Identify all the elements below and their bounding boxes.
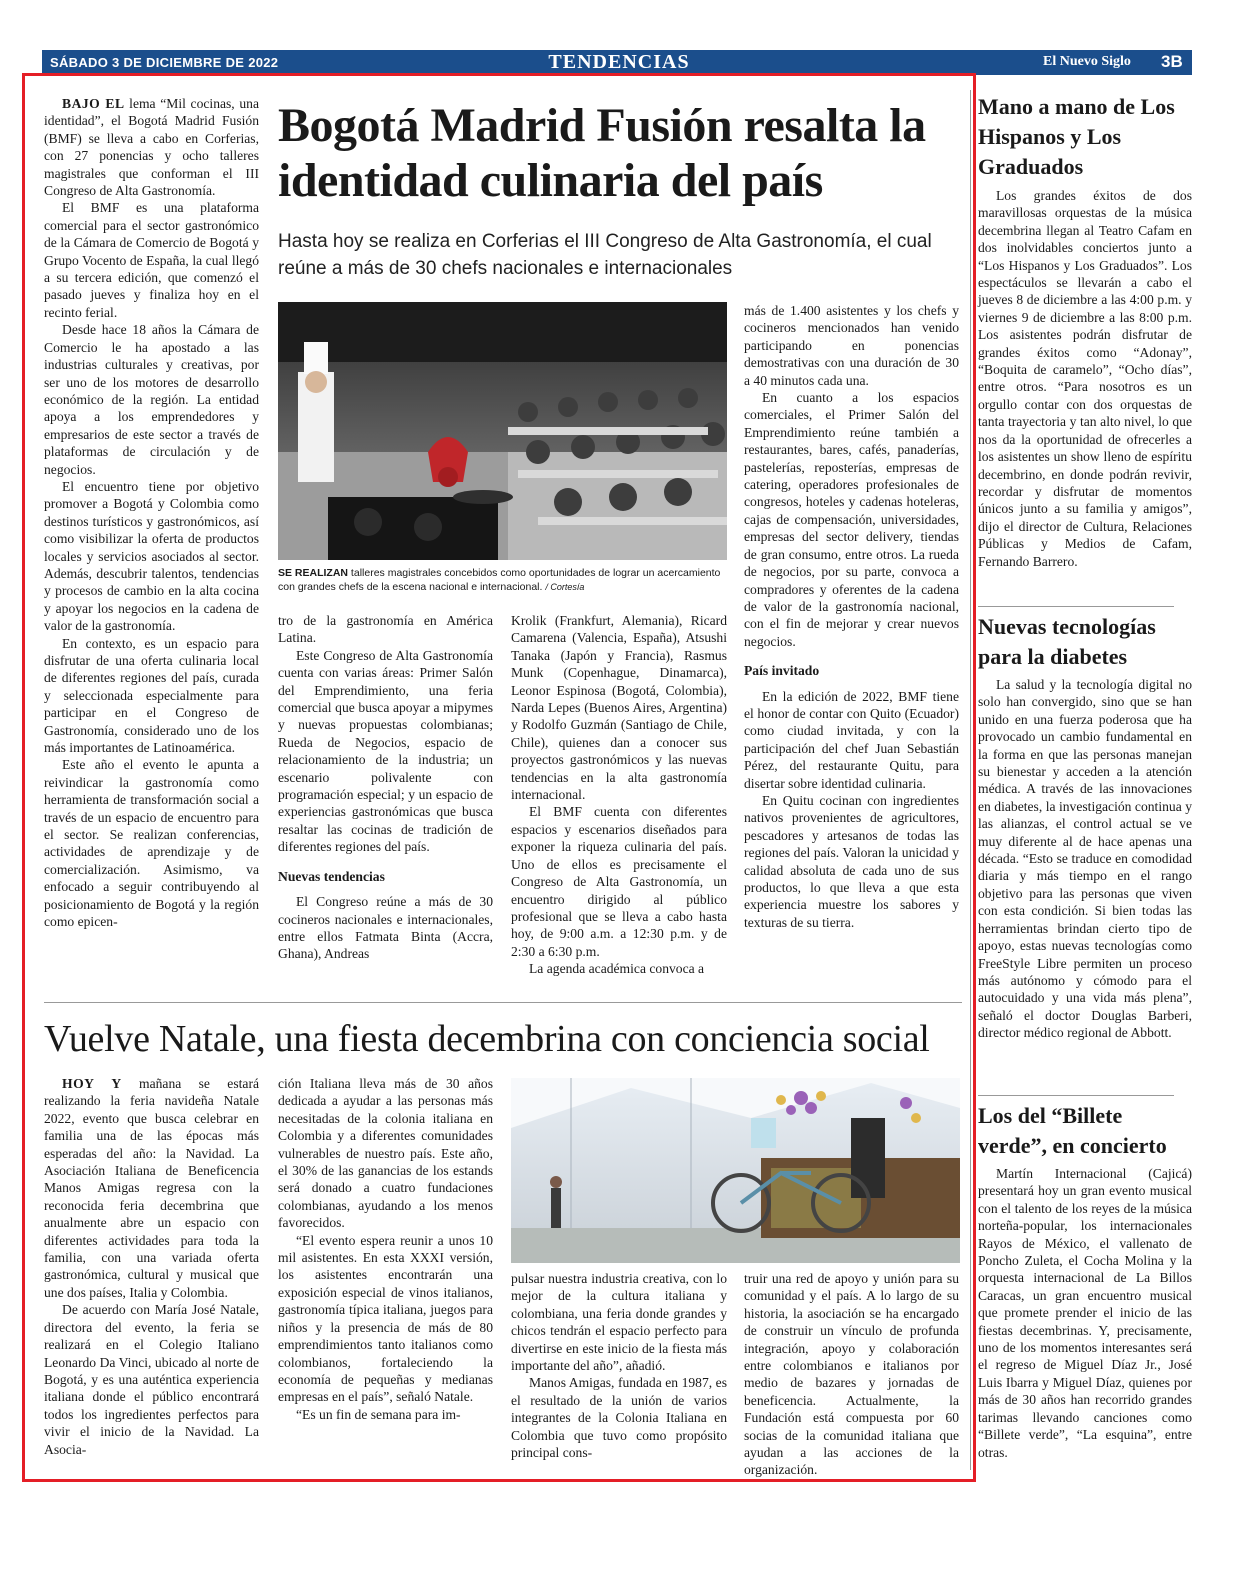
paragraph: En contexto, es un espacio para disfrutar de una oferta culinaria local de diferentes regiones del país, curada y seleccionada especialmente para participar en el Congreso de Gastronomía, considerado uno de los más importantes de Latinoamérica. [44, 635, 259, 756]
story-divider [44, 1002, 962, 1003]
lead-in: HOY Y [62, 1076, 122, 1091]
photo-credit: / Cortesía [545, 582, 585, 592]
photo-caption [278, 566, 727, 594]
sidebar-2-body [978, 676, 1192, 1042]
caption-lead: SE REALIZAN [278, 567, 349, 579]
sidebar-divider [970, 90, 971, 1470]
paragraph: Martín Internacional (Cajicá) presentará hoy un gran evento musical con el talento de los reyes de la música norteña-popular, los internacionales Rayos de México, el vallenato de Poncho Zuleta, el Cocha Molina y la orquesta internacional de La Billos Caracas, un gran encuentro musical que promete prender el inicio de las fiestas decembrinas. Y, precisamente, uno de los momentos interesantes será el regreso de Miguel Díaz Jr., José Luis Ibarra y Miguel Díaz, quienes por más de 30 años han recorrido grandes tarimas llevando canciones como “Billete verde”, “La esquina”, entre otras. [978, 1166, 1192, 1460]
subhead-pais-invitado: País invitado [744, 663, 820, 679]
main-article-col-4 [744, 302, 959, 931]
paragraph: “El evento espera reunir a unos 10 mil asistentes. En esta XXXI versión, los asistentes encontrarán una exposición especial de vinos italianos, gastronomía típica italiana, juegos para niños y la presencia de más de 80 emprendimientos tanto italianos como colombianos, fortaleciendo la economía de pequeñas y medianas empresas en el país”, señaló Natale. [278, 1232, 493, 1405]
paragraph: El BMF es una plataforma comercial para el sector gastronómico de la Cámara de Comercio de Bogotá y Grupo Vocento de España, la cual llegó a su tercera edición, que comenzó el pasado jueves y finaliza hoy en el recinto ferial. [44, 200, 259, 320]
header-section: TENDENCIAS [548, 51, 690, 73]
main-article-col-3 [511, 612, 727, 978]
paragraph: La agenda académica convoca a [529, 961, 705, 977]
paragraph: pulsar nuestra industria creativa, con lo mejor de la cultura italiana y colombiana, una feria donde grandes y chicos tendrán el espacio perfecto para divertirse en este inicio de la fiesta más importante del año”, añadió. [511, 1271, 727, 1374]
natale-headline: Vuelve Natale, una fiesta decembrina con conciencia social [44, 1018, 930, 1060]
paragraph: Este Congreso de Alta Gastronomía cuenta con varias áreas: Primer Salón del Emprendimiento, una feria comercial que busca apoyar a mipymes y nuevas propuestas colombianas; Rueda de Negocios, espacio de relacionamiento de la industria; un escenario polivalente con programación especial; y un espacio de experiencias gastronómicas que busca resaltar las cocinas de tradición de diferentes regiones del país. [278, 647, 493, 855]
main-headline: Bogotá Madrid Fusión resalta la identidad culinaria del país [278, 99, 926, 207]
paragraph: Krolik (Frankfurt, Alemania), Ricard Camarena (Valencia, España), Atsushi Tanaka (Japón y Francia), Rasmus Munk (Copenhague, Dinamarca), Leonor Espinosa (Bogotá, Colombia), Narda Lepes (Buenos Aires, Argentina) y Rodolfo Guzmán (Santiago de Chile, Chile), quienes dan a conocer sus proyectos gastronómicos y las nuevas tendencias en la alta gastronomía internacional. [511, 613, 727, 803]
paragraph: ción Italiana lleva más de 30 años dedicada a ayudar a las personas más necesitadas de la colonia italiana en Colombia y a diferentes comunidades vulnerables de nuestro país. Este año, el 30% de las ganancias de los estands será donado a cuatro fundaciones colombianas, ayudando a los menos favorecidos. [278, 1076, 493, 1231]
natale-col-1 [44, 1075, 259, 1458]
main-article-col-2 [278, 612, 493, 963]
chef-class-photo [278, 302, 727, 560]
paragraph: truir una red de apoyo y unión para su comunidad y el país. A lo largo de su historia, la asociación se ha encargado de construir un vínculo de profunda integración, apoyo y colaboración entre colombianos e italianos por medio de bazares y jornadas de beneficencia. Actualmente, la Fundación está compuesta por 60 socias de la comunidad italiana que ayudan a las acciones de la organización. [744, 1271, 959, 1478]
paragraph: Desde hace 18 años la Cámara de Comercio le ha apostado a las industrias culturales y creativas, por ser uno de los motores de desarrollo económico de la región. La entidad apoya a los emprendedores y empresarios de este sector a través de plataformas de circulación y de negocios. [44, 322, 259, 477]
subhead-nuevas-tendencias: Nuevas tendencias [278, 868, 385, 884]
caption-text: talleres magistrales concebidos como oportunidades de lograr un acercamiento con grandes chefs de la escena nacional e internacional. [278, 567, 721, 593]
header-page-number: 3B [1161, 52, 1183, 71]
natale-col-4 [744, 1270, 959, 1479]
paragraph: El Congreso reúne a más de 30 cocineros nacionales e internacionales, entre ellos Fatmata Binta (Accra, Ghana), Andreas [278, 894, 493, 962]
paragraph: mañana se estará realizando la feria navideña Natale 2022, evento que busca celebrar en familia una de las épocas más esperadas del año: la Navidad. La Asociación Italiana de Beneficencia Manos Amigas regresa con la reconocida feria decembrina que anualmente abre un espacio con diferentes actividades para toda la familia, con una variada oferta gastronómica, cultural y musical que une dos países, Italia y Colombia. [44, 1076, 260, 1300]
natale-col-2 [278, 1075, 493, 1423]
header-paper-name: El Nuevo Siglo [1043, 54, 1131, 69]
paragraph: lema “Mil cocinas, una identidad”, el Bogotá Madrid Fusión (BMF) se lleva a cabo en Corferias, con 27 ponencias y ocho talleres magistrales que conforman el III Congreso de Alta Gastronomía. [44, 96, 259, 199]
paragraph: En cuanto a los espacios comerciales, el Primer Salón del Emprendimiento reúne también a restaurantes, bares, cafés, panaderías, pastelerías, reposterías, empresas de catering, operadores profesionales de congresos, hoteles y cadenas hoteleras, cajas de compensación, universidades, empresas del sector delivery, tiendas de gran consumo, entre otros. La rueda de negocios, por su parte, convoca a compradores y oferentes de la cadena de valor de la gastronomía nacional, con el fin de mejorar y crear nuevos negocios. [744, 390, 959, 649]
paragraph: En Quitu cocinan con ingredientes nativos provenientes de agricultores, pescadores y artesanos de todas las regiones del país. Valoran la unicidad y calidad absoluta de cada uno de sus productos, lo que lleva a que esta experiencia muestre los sabores y texturas de su tierra. [744, 792, 959, 930]
paragraph: El BMF cuenta con diferentes espacios y escenarios diseñados para exponer la riqueza culinaria del país. Uno de ellos es precisamente el Congreso de Alta Gastronomía, un encuentro dirigido al público profesional que se lleva a cabo hasta hoy, de 9:00 a.m. a 12:30 p.m. y de 2:30 a 6:30 p.m. [511, 804, 727, 959]
lead-in: BAJO EL [62, 96, 125, 111]
sidebar-1-title: Mano a mano de Los Hispanos y Los Graduados [978, 94, 1175, 179]
paragraph: La salud y la tecnología digital no solo han convergido, sino que se han unido en una fuerza poderosa que ha provocado un cambio fundamental en la forma en que las personas manejan su bienestar y acceden a la atención médica. A través de las innovaciones en diabetes, la investigación continua y las alianzas, el control actual se ve muy diferente al de hace apenas una década. “Esto se traduce en comodidad diaria y más tiempo en el rango objetivo para las personas que viven con esta condición. Si bien todas las herramientas brindan cierto tipo de apoyo, estas nuevas tecnologías como FreeStyle Libre permiten un proceso más autónomo y cómodo para el autocuidado y una vida más plena”, señaló el doctor Douglas Barberi, director médico regional de Abbott. [978, 677, 1192, 1041]
sidebar-2-title: Nuevas tecnologías para la diabetes [978, 614, 1156, 669]
sidebar-3-body [978, 1165, 1192, 1461]
sidebar-1-body [978, 187, 1192, 570]
main-article-col-1 [44, 95, 259, 931]
paragraph: tro de la gastronomía en América Latina. [278, 613, 493, 646]
paragraph: En la edición de 2022, BMF tiene el honor de contar con Quito (Ecuador) como ciudad invitada, y con la participación del chef Juan Sebastián Pérez, del restaurante Quitu, para disertar sobre identidad culinaria. [744, 688, 959, 791]
paragraph: “Es un fin de semana para im- [296, 1406, 461, 1422]
natale-col-3 [511, 1270, 727, 1461]
paragraph: Manos Amigas, fundada en 1987, es el resultado de la unión de varios integrantes de la Colonia Italiana en Colombia que tuvo como propósito principal cons- [511, 1375, 727, 1461]
paragraph: Los grandes éxitos de dos maravillosas orquestas de la música decembrina llegan al Teatro Cafam en dos inolvidables conciertos junto a “Los Hispanos y Los Graduados”. Los espectáculos se llevarán a cabo el jueves 8 de diciembre a las 4:00 p.m. y viernes 9 de diciembre a las 8:00 p.m. Los asistentes podrán disfrutar de grandes éxitos como “Adonay”, “Boquita de caramelo”, “Ocho días”, entre otros. “Para nosotros es un orgullo contar con dos orquestas de tanta trayectoria y tan alto nivel, lo que nos da la oportunidad de ofrecerles a los asistentes un show lleno de espíritu decembrino, en donde podrán revivir, recordar y disfrutar de momentos únicos junto a su familia y amigos”, dijo el director de Cultura, Relaciones Públicas y Medios de Cafam, Fernando Barrero. [978, 188, 1192, 569]
paragraph: De acuerdo con María José Natale, directora del evento, la feria se realizará en el Colegio Italiano Leonardo Da Vinci, ubicado al norte de Bogotá, y es una auténtica experiencia italiana donde el público encontrará todos los ingredientes perfectos para vivir el inicio de la Navidad. La Asocia- [44, 1302, 259, 1457]
sidebar-3-title: Los del “Billete verde”, en concierto [978, 1103, 1167, 1158]
natale-fair-photo [511, 1078, 960, 1263]
sidebar-divider-2 [978, 1095, 1174, 1096]
paragraph: El encuentro tiene por objetivo promover a Bogotá y Colombia como destinos turísticos y gastronómicos, así como visibilizar la oferta de productos locales y servicios asociados al sector. Además, descubrir talentos, tendencias y procesos de cambio en la alta cocina y apoyar los negocios en la cadena de valor de la gastronomía. [44, 478, 259, 634]
paragraph: más de 1.400 asistentes y los chefs y cocineros mencionados han venido participando en ponencias demostrativas con una duración de 30 a 40 minutos cada una. [744, 303, 959, 388]
main-deck: Hasta hoy se realiza en Corferias el III Congreso de Alta Gastronomía, el cual reúne a más de 30 chefs nacionales e internacionales [278, 231, 932, 279]
sidebar-divider-1 [978, 606, 1174, 607]
paragraph: Este año el evento le apunta a reivindicar la gastronomía como herramienta de transformación social a través de un espacio de encuentro para el sector. Se realizan conferencias, actividades de aprendizaje y de comercialización. Asimismo, va enfocado a seguir contribuyendo al posicionamiento de Bogotá y la región como epicen- [44, 757, 259, 930]
header-date: SÁBADO 3 DE DICIEMBRE DE 2022 [50, 55, 279, 70]
